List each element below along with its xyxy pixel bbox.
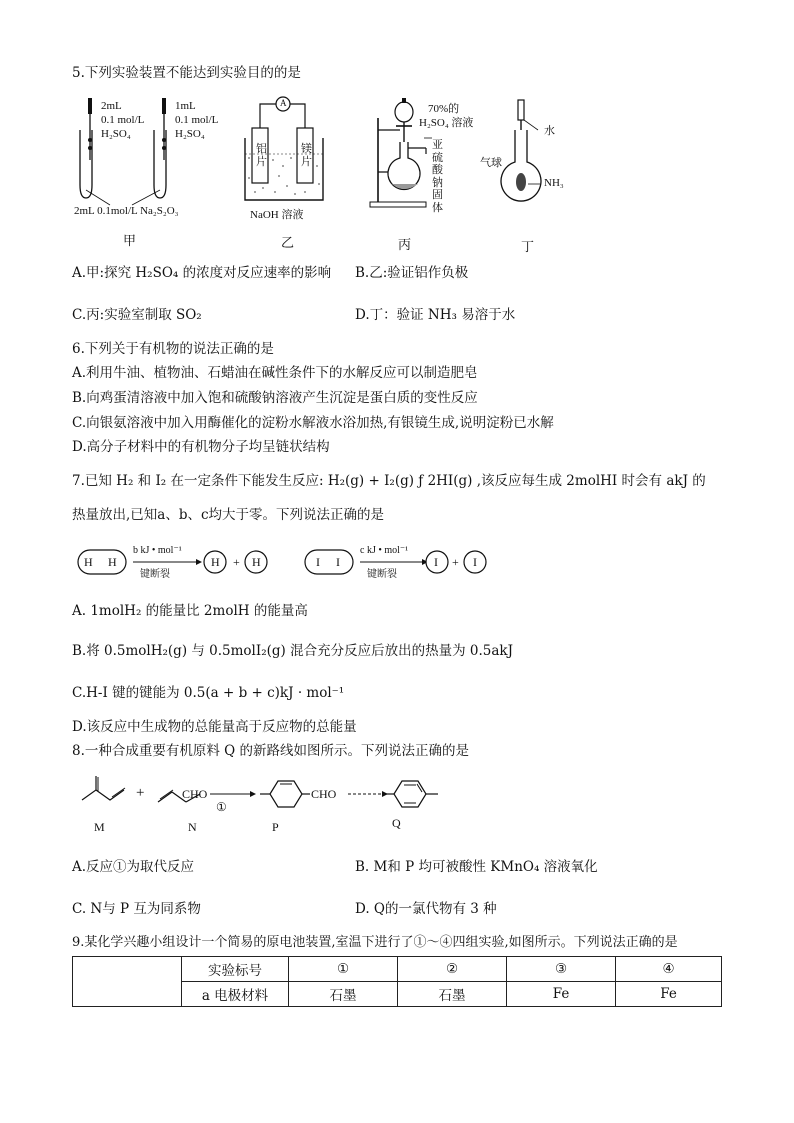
q5-option-d: D.丁：验证 NH₃ 易溶于水: [355, 307, 516, 323]
q8-stem: 8.一种合成重要有机原料 Q 的新路线如图所示。下列说法正确的是: [72, 743, 470, 759]
label-m: M: [94, 820, 105, 834]
table-row: [73, 957, 722, 982]
thiosulfate-label: 2mL 0.1mol/L Na₂S₂O₃: [74, 205, 179, 217]
tube1-volume: 2mL: [101, 100, 122, 112]
q7-option-b: B.将 0.5molH₂(g) 与 0.5molI₂(g) 混合充分反应后放出的热量为 0.5akJ: [72, 643, 513, 659]
h-atom-3: H: [211, 555, 220, 569]
q5-option-a: A.甲:探究 H₂SO₄ 的浓度对反应速率的影响: [72, 265, 332, 281]
table-cell: Fe: [616, 982, 722, 1007]
tube1-acid: H₂SO₄: [101, 128, 131, 140]
water-label: 水: [544, 125, 555, 137]
table-cell: ④: [616, 957, 722, 982]
label-p: P: [272, 820, 279, 834]
h-atom-4: H: [252, 555, 261, 569]
p-cho-label: CHO: [311, 787, 337, 801]
plus-sign: +: [136, 785, 145, 801]
h-atom-1: H: [84, 555, 93, 569]
q7-stem-line2: 热量放出,已知a、b、c均大于零。下列说法正确的是: [72, 507, 385, 523]
ammeter-icon: A: [280, 98, 287, 108]
naoh-label: NaOH 溶液: [250, 209, 304, 221]
label-n: N: [188, 820, 197, 834]
tube2-acid: H₂SO₄: [175, 128, 205, 140]
i-bond-energy: c kJ • mol⁻¹: [360, 545, 409, 556]
q8-option-b: B. M和 P 均可被酸性 KMnO₄ 溶液氧化: [355, 859, 598, 875]
tube2-volume: 1mL: [175, 100, 196, 112]
q7-stem-line1: 7.已知 H₂ 和 I₂ 在一定条件下能发生反应: H₂(g) + I₂(g) ƒ 2HI(g) ,该反应每生成 2molHI 时会有 akJ 的: [72, 473, 706, 489]
table-cell-blank: [73, 957, 182, 1007]
step-1-label: ①: [216, 800, 227, 814]
plus-sign-1: +: [233, 555, 240, 569]
q6-option-b: B.向鸡蛋清溶液中加入饱和硫酸钠溶液产生沉淀是蛋白质的变性反应: [72, 390, 478, 406]
q8-option-a: A.反应①为取代反应: [72, 859, 195, 875]
q6-option-d: D.高分子材料中的有机物分子均呈链状结构: [72, 439, 330, 455]
q9-stem: 9.某化学兴趣小组设计一个简易的原电池装置,室温下进行了①～④四组实验,如图所示。下列说法正确的是: [72, 935, 678, 950]
q7-option-d: D.该反应中生成物的总能量高于反应物的总能量: [72, 719, 357, 735]
table-cell: ③: [507, 957, 616, 982]
h-bond-break-label: 键断裂: [140, 569, 170, 580]
i-atom-2: I: [336, 555, 340, 569]
q7-option-c: C.H-I 键的键能为 0.5(a + b + c)kJ · mol⁻¹: [72, 685, 345, 701]
al-plate-1: 铝: [256, 143, 267, 155]
tube1-conc: 0.1 mol/L: [101, 114, 145, 126]
q5-option-b: B.乙:验证铝作负极: [355, 265, 469, 281]
caption-ding: 丁: [521, 240, 535, 255]
nh3-flask-drawing: [496, 100, 566, 212]
mg-plate-2: 片: [301, 156, 312, 168]
acid-name-label: H₂SO₄ 溶液: [419, 117, 474, 129]
tube2-conc: 0.1 mol/L: [175, 114, 219, 126]
acid-conc-label: 70%的: [428, 103, 460, 115]
q7-option-a: A. 1molH₂ 的能量比 2molH 的能量高: [72, 603, 308, 619]
plus-sign-2: +: [452, 555, 459, 569]
table-cell: 实验标号: [182, 957, 289, 982]
i-atom-4: I: [473, 555, 477, 569]
q8-option-d: D. Q的一氯代物有 3 种: [355, 901, 497, 917]
table-cell: 石墨: [398, 982, 507, 1007]
caption-yi: 乙: [281, 236, 295, 251]
table-cell: a 电极材料: [182, 982, 289, 1007]
caption-bing: 丙: [398, 238, 412, 253]
balloon-label: 气球: [480, 157, 502, 169]
q5-option-c: C.丙:实验室制取 SO₂: [72, 307, 202, 323]
caption-jia: 甲: [123, 234, 137, 249]
table-cell: ②: [398, 957, 507, 982]
h-bond-energy: b kJ • mol⁻¹: [133, 545, 182, 556]
q6-stem: 6.下列关于有机物的说法正确的是: [72, 341, 274, 357]
n-cho-label: CHO: [182, 787, 208, 801]
mg-plate-1: 镁: [301, 143, 312, 155]
table-cell: 石墨: [289, 982, 398, 1007]
h-atom-2: H: [108, 555, 117, 569]
i-bond-break-label: 键断裂: [367, 569, 397, 580]
i-atom-3: I: [434, 555, 438, 569]
q6-option-c: C.向银氨溶液中加入用酶催化的淀粉水解液水浴加热,有银镜生成,说明淀粉已水解: [72, 415, 554, 431]
al-plate-2: 片: [256, 156, 267, 168]
nh3-label: NH₃: [544, 177, 564, 189]
experiment-table: [72, 956, 722, 1007]
table-cell: Fe: [507, 982, 616, 1007]
label-q: Q: [392, 816, 401, 830]
q5-stem: 5.下列实验装置不能达到实验目的的是: [72, 65, 301, 81]
i-atom-1: I: [316, 555, 320, 569]
table-cell: ①: [289, 957, 398, 982]
sodium-sulfite-label: 亚硫酸钠固体: [432, 139, 443, 214]
q8-option-c: C. N与 P 互为同系物: [72, 901, 201, 917]
q6-option-a: A.利用牛油、植物油、石蜡油在碱性条件下的水解反应可以制造肥皂: [72, 365, 478, 381]
